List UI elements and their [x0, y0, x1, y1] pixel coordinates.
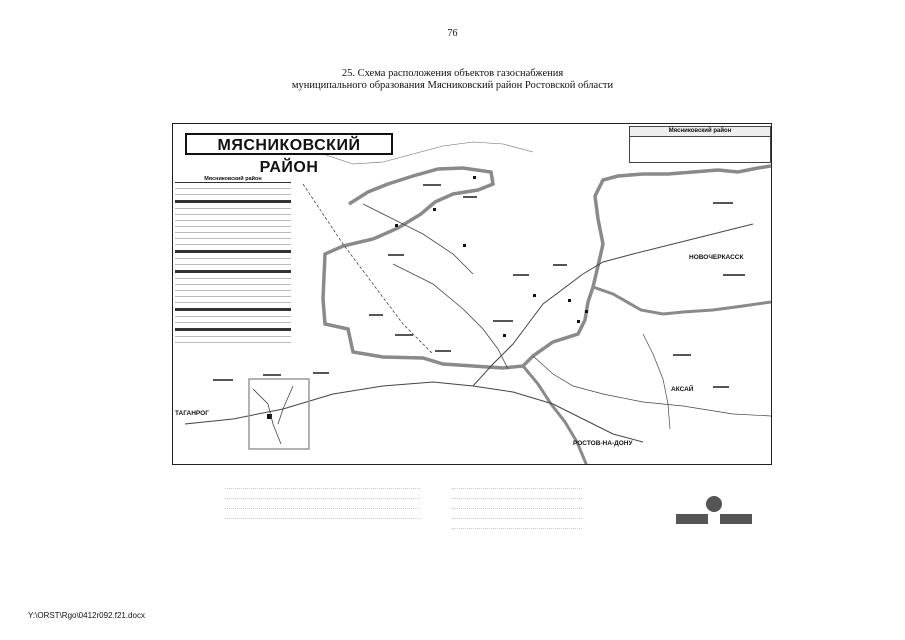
legend-row: [225, 491, 420, 499]
title-line-1: 25. Схема расположения объектов газоснабжения: [341, 68, 564, 79]
legend-row: [452, 521, 582, 529]
company-logo-icon: [676, 494, 752, 526]
city-label-rostov: РОСТОВ-НА-ДОНУ: [573, 440, 633, 447]
legend-symbols: [452, 481, 582, 526]
legend-row: [225, 511, 420, 519]
legend-row: [225, 481, 420, 489]
district-label: МЯСНИКОВСКИЙ РАЙОН: [185, 133, 393, 155]
city-label-taganrog: ТАГАНРОГ: [175, 410, 209, 417]
district-gas-panel: [175, 176, 291, 354]
legend-row: [452, 481, 582, 489]
capacity-table-title: Мясниковский район: [630, 127, 770, 137]
title-line-2: муниципального образования Мясниковский район Ростовской области: [291, 80, 614, 91]
city-label-novocherkassk: НОВОЧЕРКАССК: [689, 254, 744, 261]
capacity-table: [629, 126, 771, 163]
page-number: 76: [447, 28, 458, 39]
page-title: [0, 68, 905, 92]
legend-row: [452, 501, 582, 509]
legend-row: [225, 501, 420, 509]
legend-lines: [225, 481, 420, 519]
legend-row: [452, 511, 582, 519]
panel-title: Мясниковский район: [175, 176, 291, 183]
gas-supply-map: [172, 123, 772, 465]
file-path: Y:\ORST\Rgo\0412r092.f21.docx: [28, 611, 145, 620]
city-label-aksay: АКСАЙ: [671, 386, 694, 393]
legend-row: [452, 491, 582, 499]
